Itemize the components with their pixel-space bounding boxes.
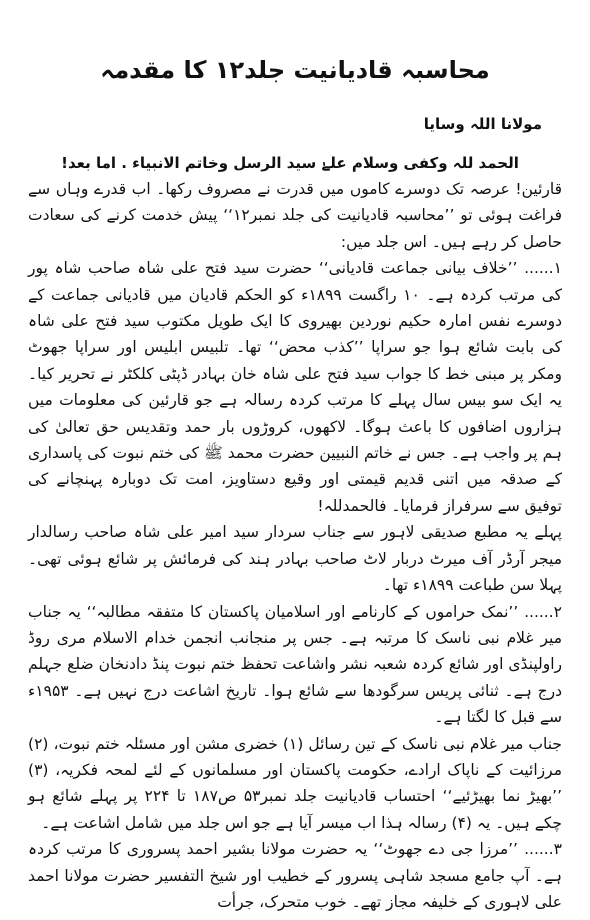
paragraph-intro: قارئین! عرصہ تک دوسرے کاموں میں قدرت نے مصروف رکھا۔ اب قدرے وہاں سے فراغت ہوئی تو ’’محاسبہ قادیانیت کی جلد نمبر۱۲‘‘ پیش خدمت کرنے کی سعادت حاصل کر رہے ہیں۔ اس جلد میں: [28, 180, 562, 251]
body-text [28, 176, 562, 915]
paragraph-item-2: ۲...... ’’نمک حراموں کے کارنامے اور اسلامیان پاکستان کا متفقہ مطالبہ‘‘ یہ جناب میر غلام نبی ناسک کا مرتبہ ہے۔ جس پر منجانب انجمن خدام الاسلام مری روڈ راولپنڈی اور شائع کردہ شعبہ نشر واشاعت تحفظ ختم نبوت پنڈ دادنخان ضلع جہلم درج ہے۔ ثنائی پریس سرگودھا سے شائع ہوا۔ تاریخ اشاعت درج نہیں ہے۔ ۱۹۵۳ء سے قبل کا لگتا ہے۔ [28, 602, 562, 727]
paragraph-item-1-note: پہلے یہ مطبع صدیقی لاہور سے جناب سردار سید امیر علی شاہ صاحب رسالدار میجر آرڈر آف میرٹ دربار لاٹ صاحب بہادر ہند کی فرمائش پر شائع ہوئی تھی۔ پہلا سن طباعت ۱۸۹۹ء تھا۔ [28, 523, 562, 595]
paragraph-item-2-note: جناب میر غلام نبی ناسک کے تین رسائل (۱) خضری مشن اور مسئلہ ختم نبوت، (۲) مرزائیت کے ناپاک ارادے، حکومت پاکستان اور مسلمانوں کے لئے لمحہ فکریہ، (۳) ’’بھیڑ نما بھیڑئیے‘‘ احتساب قادیانیت جلد نمبر۵۳ ص۱۸۷ تا ۲۲۴ پر پہلے شائع ہو چکے ہیں۔ یہ (۴) رسالہ ہذا اب میسر آیا ہے جو اس جلد میں شامل اشاعت ہے۔ [28, 734, 563, 832]
author-name: مولانا اللہ وسایا [423, 115, 542, 133]
opening-invocation: الحمد للہ وکفی وسلام علےٰ سید الرسل وخاتم الانبیاء . اما بعد! [61, 154, 519, 172]
document-title: محاسبہ قادیانیت جلد۱۲ کا مقدمہ [100, 56, 490, 84]
paragraph-item-1: ۱...... ’’خلاف بیانی جماعت قادیانی‘‘ حضرت سید فتح علی شاہ صاحب شاہ پور کی مرتب کردہ ہے۔ ۱۰ راگست ۱۸۹۹ء کو الحکم قادیان میں قادیانی جماعت کے دوسرے نفس امارہ حکیم نوردین بھیروی کا ایک طویل مکتوب سید فتح علی شاہ کی بابت شائع ہوا جو سراپا ’’کذب محض‘‘ تھا۔ تلبیس ابلیس اور سراپا جھوٹ ومکر پر مبنی خط کا جواب سید فتح علی شاہ خان بہادر ڈپٹی کلکٹر نے تحریر کیا۔ یہ ایک سو بیس سال پہلے کا مرتب کردہ رسالہ ہے جو قارئین کی معلومات میں ہزاروں اضافوں کا باعث ہوگا۔ لاکھوں، کروڑوں بار حمد وتقدیس حق تعالیٰ کی ہم پر واجب ہے۔ جس نے خاتم النبیین حضرت محمد ﷺ کی ختم نبوت کی پاسداری کے صدقہ میں اتنی قدیم قیمتی اور وقیع دستاویز، امت تک دوبارہ پہنچانے کی توفیق سے سرفراز فرمایا۔ فالحمدللہ! [28, 259, 563, 515]
paragraph-item-3: ۳...... ’’مرزا جی دے جھوٹ‘‘ یہ حضرت مولانا بشیر احمد پسروری کا مرتب کردہ ہے۔ آپ جامع مسجد شاہی پسرور کے خطیب اور شیخ التفسیر حضرت مولانا احمد علی لاہوری کے خلیفہ مجاز تھے۔ خوب متحرک، جرأت [28, 840, 562, 911]
